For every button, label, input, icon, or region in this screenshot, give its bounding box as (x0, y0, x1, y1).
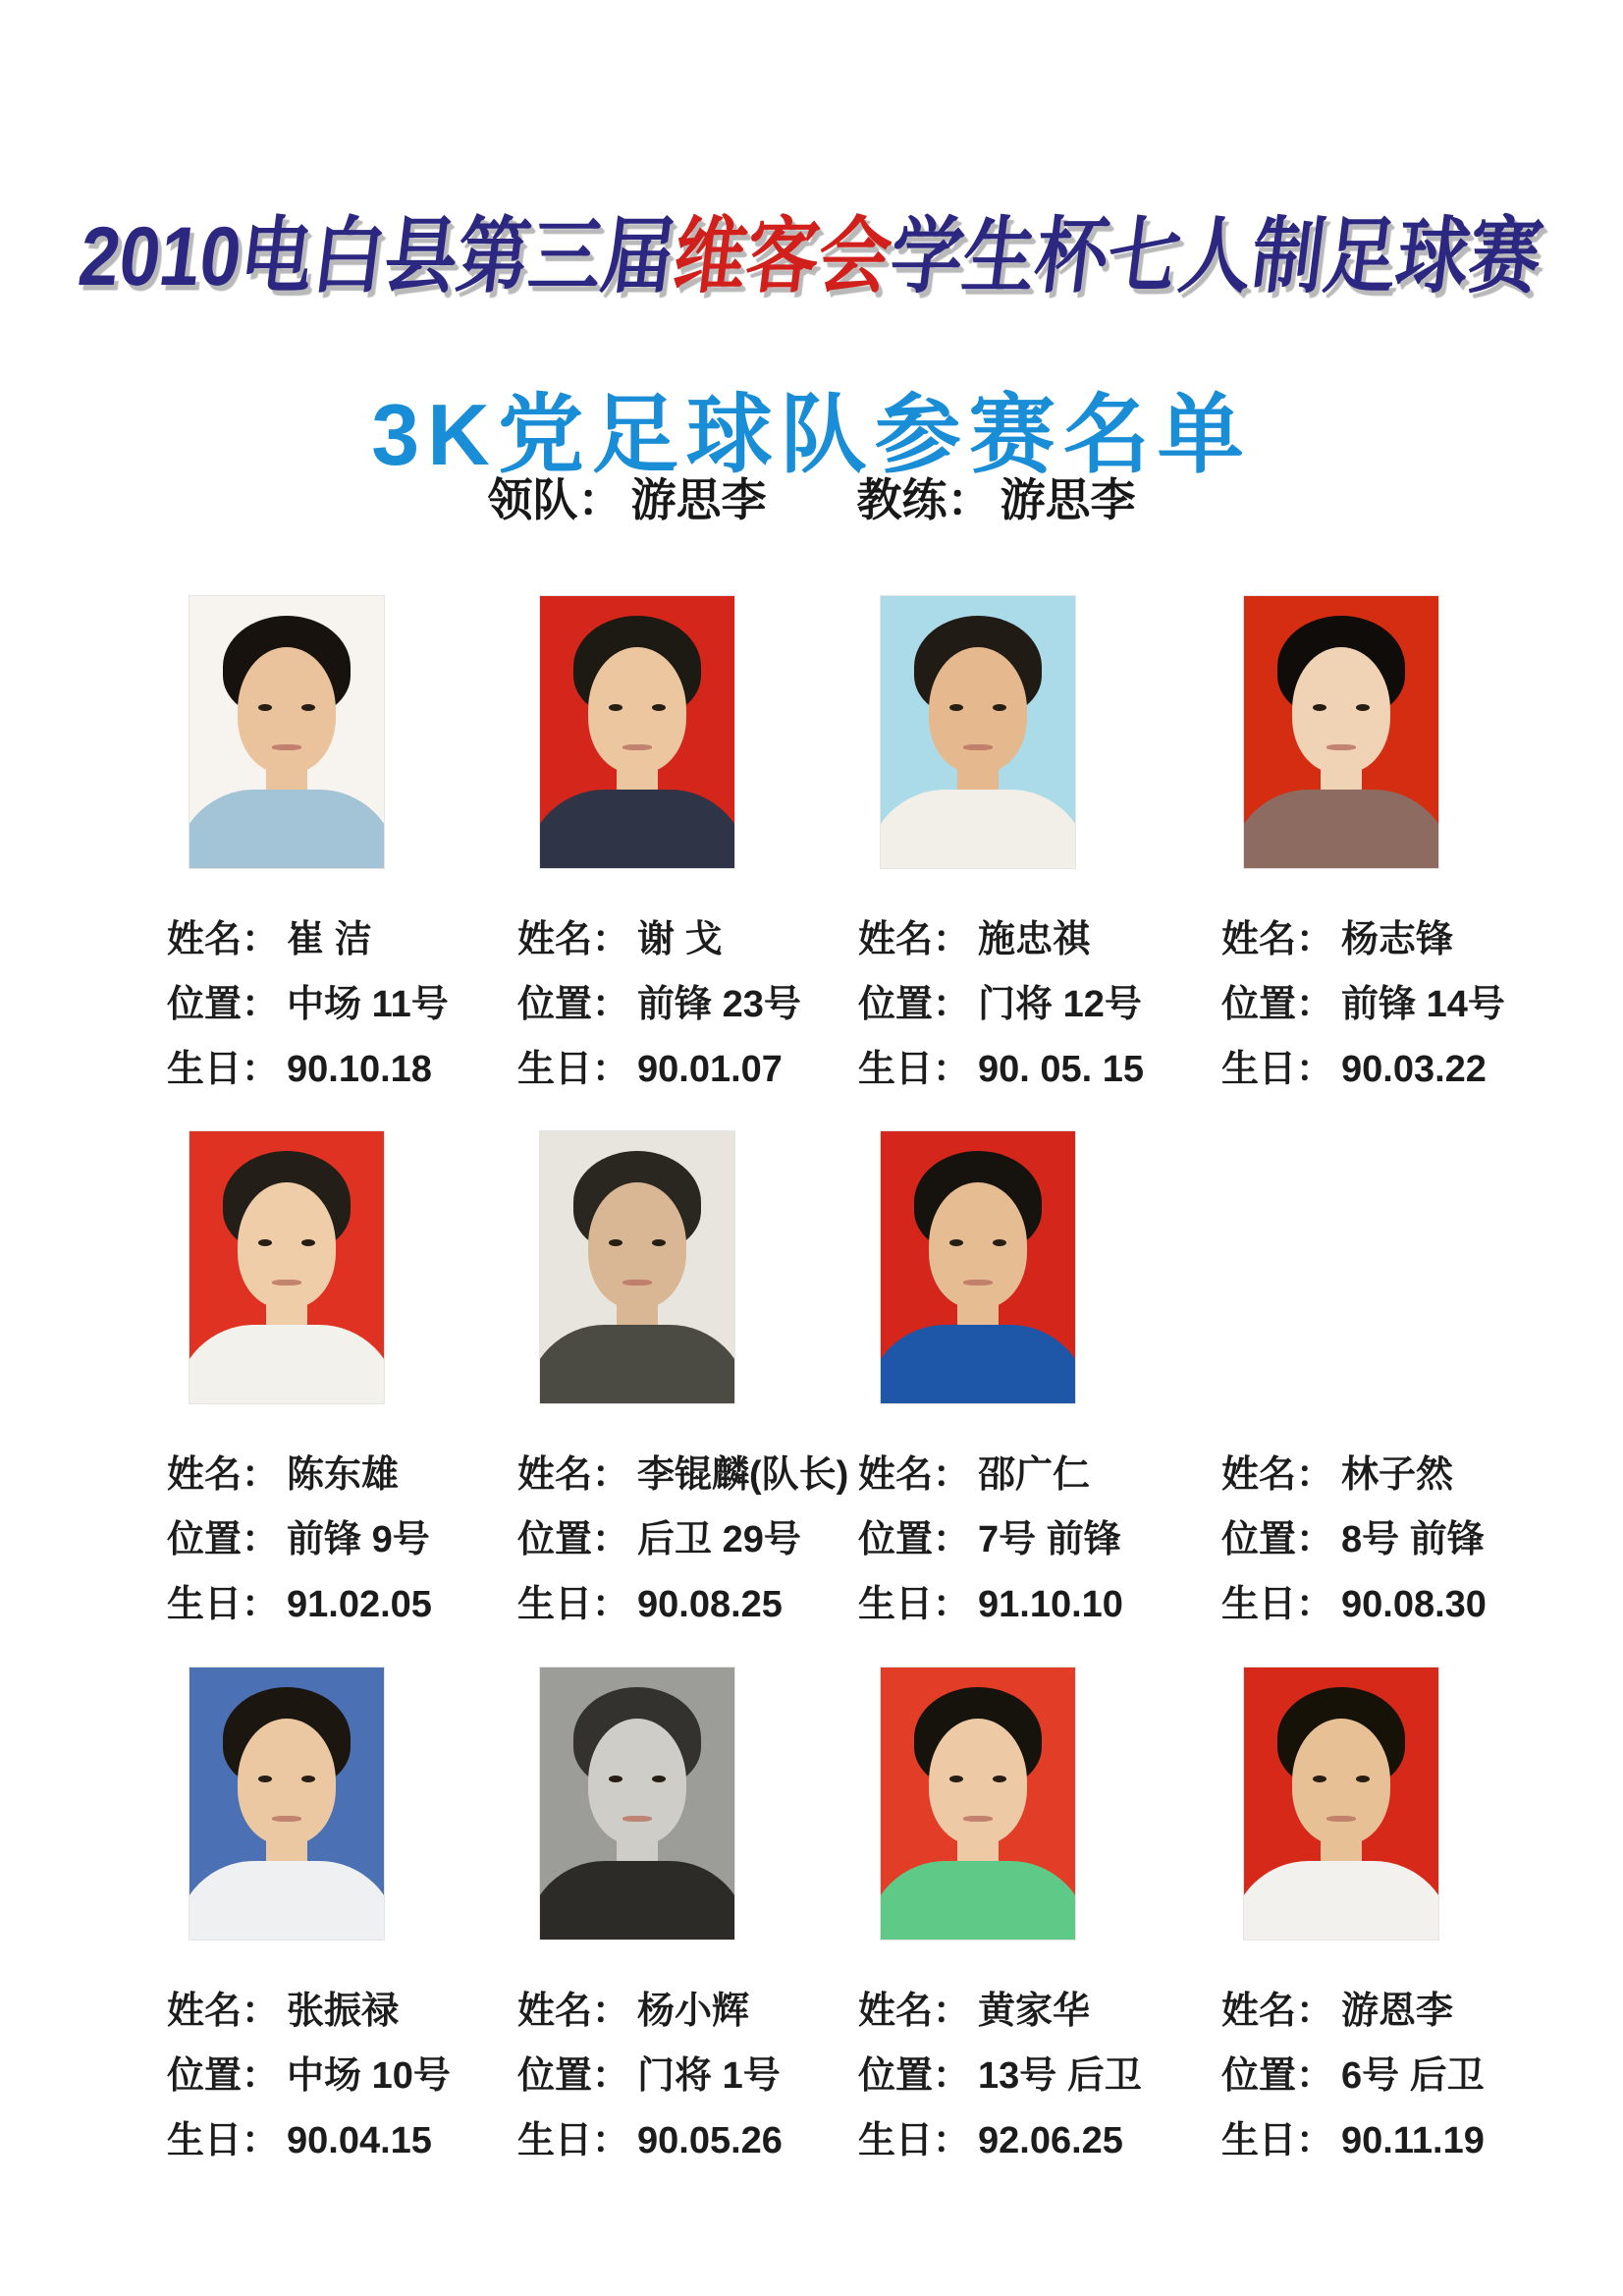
portrait-eye (301, 1239, 315, 1246)
portrait-face (1292, 1719, 1390, 1844)
portrait-eye (993, 1239, 1006, 1246)
name-label: 姓名： (1221, 1454, 1334, 1496)
name-label: 姓名： (167, 1991, 280, 2032)
player-position-row (858, 1507, 1221, 1572)
player-birthday-row (517, 1572, 858, 1637)
player-photo-frame (1221, 1131, 1569, 1403)
position-value: 中场 10号 (287, 2055, 451, 2097)
portrait-shirt (540, 1325, 734, 1403)
player-name-row (858, 907, 1221, 972)
player-name-row (1221, 1979, 1569, 2044)
portrait-mouth (963, 1816, 993, 1822)
position-label: 位置： (858, 1519, 971, 1560)
portrait-mouth (622, 744, 652, 750)
portrait-face (929, 647, 1027, 773)
name-value: 崔 洁 (287, 919, 372, 960)
name-value: 施忠祺 (978, 919, 1091, 960)
birthday-value: 91.10.10 (978, 1584, 1123, 1625)
birthday-value: 90.08.25 (637, 1584, 783, 1625)
player-position-row (517, 2044, 858, 2108)
portrait-face (238, 1182, 336, 1308)
name-value: 李锟麟(队长) (637, 1454, 849, 1496)
player-position-row (167, 1507, 517, 1572)
staff-row (0, 465, 1623, 529)
name-value: 游恩李 (1341, 1991, 1454, 2032)
birthday-label: 生日： (858, 1049, 971, 1090)
name-value: 杨志锋 (1341, 919, 1454, 960)
name-label: 姓名： (1221, 919, 1334, 960)
player-position-row (858, 2044, 1221, 2108)
title-part-navy-2: 学生杯七人制足球赛 (885, 209, 1547, 302)
position-label: 位置： (1221, 984, 1334, 1025)
player-photo (881, 1131, 1075, 1403)
name-label: 姓名： (167, 1454, 280, 1496)
portrait-mouth (1326, 1816, 1356, 1822)
birthday-label: 生日： (858, 1584, 971, 1625)
player-card (858, 1131, 1221, 1667)
player-name-row (517, 1979, 858, 2044)
name-label: 姓名： (858, 1991, 971, 2032)
position-value: 13号 后卫 (978, 2055, 1142, 2097)
player-birthday-row (858, 2108, 1221, 2173)
name-label: 姓名： (517, 1991, 630, 2032)
portrait-shirt (189, 1325, 384, 1403)
player-photo (540, 1667, 734, 1940)
player-photo-frame (167, 1667, 517, 1940)
portrait-shirt (189, 790, 384, 868)
portrait-shirt (540, 1861, 734, 1940)
player-position-row (517, 1507, 858, 1572)
position-value: 门将 1号 (637, 2055, 781, 2097)
birthday-value: 90.03.22 (1341, 1049, 1487, 1090)
portrait-eye (949, 1239, 963, 1246)
player-birthday-row (1221, 2108, 1569, 2173)
birthday-label: 生日： (517, 1584, 630, 1625)
player-birthday-row (858, 1572, 1221, 1637)
player-name-row (517, 1443, 858, 1507)
player-position-row (167, 2044, 517, 2108)
name-label: 姓名： (858, 919, 971, 960)
player-photo-frame (858, 1131, 1221, 1403)
position-label: 位置： (517, 984, 630, 1025)
player-photo-frame (1221, 1667, 1569, 1940)
player-card (167, 596, 517, 1131)
position-label: 位置： (858, 2055, 971, 2097)
portrait-mouth (272, 744, 301, 750)
player-birthday-row (1221, 1572, 1569, 1637)
coach-label: 教练： (856, 474, 993, 525)
player-photo (1244, 1667, 1438, 1940)
portrait-eye (609, 1776, 622, 1782)
birthday-label: 生日： (858, 2120, 971, 2161)
portrait-eye (652, 704, 666, 711)
player-photo-frame (167, 596, 517, 868)
player-position-row (1221, 2044, 1569, 2108)
title-part-navy-1: 2010电白县第三届 (74, 209, 680, 302)
leader-label: 领队： (487, 474, 623, 525)
birthday-value: 90.01.07 (637, 1049, 783, 1090)
birthday-label: 生日： (517, 1049, 630, 1090)
position-label: 位置： (517, 1519, 630, 1560)
birthday-label: 生日： (167, 1049, 280, 1090)
birthday-label: 生日： (517, 2120, 630, 2161)
player-position-row (858, 972, 1221, 1037)
player-birthday-row (167, 1037, 517, 1102)
name-value: 黄家华 (978, 1991, 1091, 2032)
portrait-eye (949, 1776, 963, 1782)
portrait-eye (652, 1776, 666, 1782)
portrait-shirt (881, 1861, 1075, 1940)
name-value: 张振禄 (287, 1991, 400, 2032)
portrait-eye (258, 1239, 272, 1246)
birthday-label: 生日： (167, 1584, 280, 1625)
player-name-row (858, 1443, 1221, 1507)
name-label: 姓名： (167, 919, 280, 960)
birthday-value: 90.05.26 (637, 2120, 783, 2161)
portrait-eye (609, 1239, 622, 1246)
player-photo (540, 596, 734, 868)
portrait-eye (652, 1239, 666, 1246)
portrait-eye (1356, 704, 1370, 711)
position-label: 位置： (517, 2055, 630, 2097)
page-title (58, 189, 1566, 308)
player-name-row (1221, 1443, 1569, 1507)
player-position-row (1221, 1507, 1569, 1572)
player-photo-frame (517, 1667, 858, 1940)
player-name-row (517, 907, 858, 972)
player-photo (1244, 596, 1438, 868)
player-card (517, 1667, 858, 2173)
player-grid (167, 596, 1569, 2173)
portrait-face (588, 1719, 686, 1844)
portrait-shirt (881, 1325, 1075, 1403)
name-value: 陈东雄 (287, 1454, 400, 1496)
player-photo-frame (517, 1131, 858, 1403)
position-value: 前锋 14号 (1341, 984, 1505, 1025)
portrait-eye (301, 1776, 315, 1782)
player-card (167, 1131, 517, 1667)
portrait-shirt (881, 790, 1075, 868)
position-label: 位置： (1221, 1519, 1334, 1560)
player-photo (881, 596, 1075, 868)
portrait-eye (949, 704, 963, 711)
portrait-face (588, 647, 686, 773)
position-value: 前锋 9号 (287, 1519, 430, 1560)
player-photo (540, 1131, 734, 1403)
portrait-mouth (963, 1280, 993, 1285)
player-photo (189, 1131, 384, 1403)
player-photo (881, 1667, 1075, 1940)
portrait-eye (258, 704, 272, 711)
player-card (167, 1667, 517, 2173)
name-label: 姓名： (1221, 1991, 1334, 2032)
title-part-red: 维客会 (668, 209, 897, 302)
portrait-face (929, 1182, 1027, 1308)
portrait-face (238, 1719, 336, 1844)
birthday-label: 生日： (1221, 1584, 1334, 1625)
portrait-face (1292, 647, 1390, 773)
position-value: 后卫 29号 (637, 1519, 801, 1560)
portrait-face (238, 647, 336, 773)
player-photo-frame (167, 1131, 517, 1403)
portrait-eye (1313, 704, 1326, 711)
name-value: 谢 戈 (637, 919, 723, 960)
position-label: 位置： (858, 984, 971, 1025)
birthday-value: 91.02.05 (287, 1584, 432, 1625)
birthday-value: 90.08.30 (1341, 1584, 1487, 1625)
player-photo-frame (1221, 596, 1569, 868)
player-birthday-row (858, 1037, 1221, 1102)
position-value: 门将 12号 (978, 984, 1142, 1025)
position-label: 位置： (1221, 2055, 1334, 2097)
position-value: 前锋 23号 (637, 984, 801, 1025)
team-coach (857, 465, 1136, 529)
portrait-mouth (1326, 744, 1356, 750)
portrait-mouth (622, 1280, 652, 1285)
position-label: 位置： (167, 984, 280, 1025)
player-photo-frame (858, 596, 1221, 868)
player-card (517, 1131, 858, 1667)
name-value: 林子然 (1341, 1454, 1454, 1496)
name-value: 邵广仁 (978, 1454, 1091, 1496)
birthday-value: 90.04.15 (287, 2120, 432, 2161)
portrait-mouth (272, 1816, 301, 1822)
position-label: 位置： (167, 2055, 280, 2097)
portrait-eye (993, 704, 1006, 711)
portrait-eye (301, 704, 315, 711)
portrait-shirt (1244, 1861, 1438, 1940)
player-birthday-row (1221, 1037, 1569, 1102)
birthday-value: 90. 05. 15 (978, 1049, 1145, 1090)
player-name-row (167, 1979, 517, 2044)
coach-name: 游思李 (1000, 474, 1136, 525)
portrait-mouth (272, 1280, 301, 1285)
player-card (1221, 1667, 1569, 2173)
player-photo (189, 596, 384, 868)
player-birthday-row (517, 2108, 858, 2173)
position-value: 7号 前锋 (978, 1519, 1121, 1560)
birthday-label: 生日： (1221, 2120, 1334, 2161)
portrait-face (588, 1182, 686, 1308)
position-label: 位置： (167, 1519, 280, 1560)
portrait-eye (993, 1776, 1006, 1782)
team-leader (488, 465, 767, 529)
position-value: 6号 后卫 (1341, 2055, 1485, 2097)
portrait-shirt (189, 1861, 384, 1940)
player-birthday-row (167, 2108, 517, 2173)
portrait-face (929, 1719, 1027, 1844)
leader-name: 游思李 (630, 474, 767, 525)
position-value: 8号 前锋 (1341, 1519, 1485, 1560)
portrait-mouth (963, 744, 993, 750)
portrait-eye (258, 1776, 272, 1782)
name-label: 姓名： (517, 1454, 630, 1496)
birthday-label: 生日： (1221, 1049, 1334, 1090)
portrait-mouth (622, 1816, 652, 1822)
birthday-value: 90.10.18 (287, 1049, 432, 1090)
portrait-eye (1313, 1776, 1326, 1782)
player-card (858, 596, 1221, 1131)
player-birthday-row (167, 1572, 517, 1637)
name-value: 杨小辉 (637, 1991, 750, 2032)
player-card (1221, 596, 1569, 1131)
name-label: 姓名： (517, 919, 630, 960)
player-name-row (167, 1443, 517, 1507)
player-name-row (167, 907, 517, 972)
player-card (1221, 1131, 1569, 1667)
portrait-shirt (1244, 790, 1438, 868)
portrait-shirt (540, 790, 734, 868)
player-birthday-row (517, 1037, 858, 1102)
player-photo-frame (517, 596, 858, 868)
player-photo (189, 1667, 384, 1940)
portrait-eye (1356, 1776, 1370, 1782)
player-position-row (517, 972, 858, 1037)
player-position-row (167, 972, 517, 1037)
position-value: 中场 11号 (287, 984, 449, 1025)
player-card (517, 596, 858, 1131)
birthday-value: 90.11.19 (1341, 2120, 1485, 2161)
player-photo-frame (858, 1667, 1221, 1940)
name-label: 姓名： (858, 1454, 971, 1496)
birthday-label: 生日： (167, 2120, 280, 2161)
player-name-row (858, 1979, 1221, 2044)
player-position-row (1221, 972, 1569, 1037)
player-name-row (1221, 907, 1569, 972)
birthday-value: 92.06.25 (978, 2120, 1123, 2161)
portrait-eye (609, 704, 622, 711)
player-card (858, 1667, 1221, 2173)
team-subtitle: 3K党足球队参赛名单 (371, 386, 1252, 484)
